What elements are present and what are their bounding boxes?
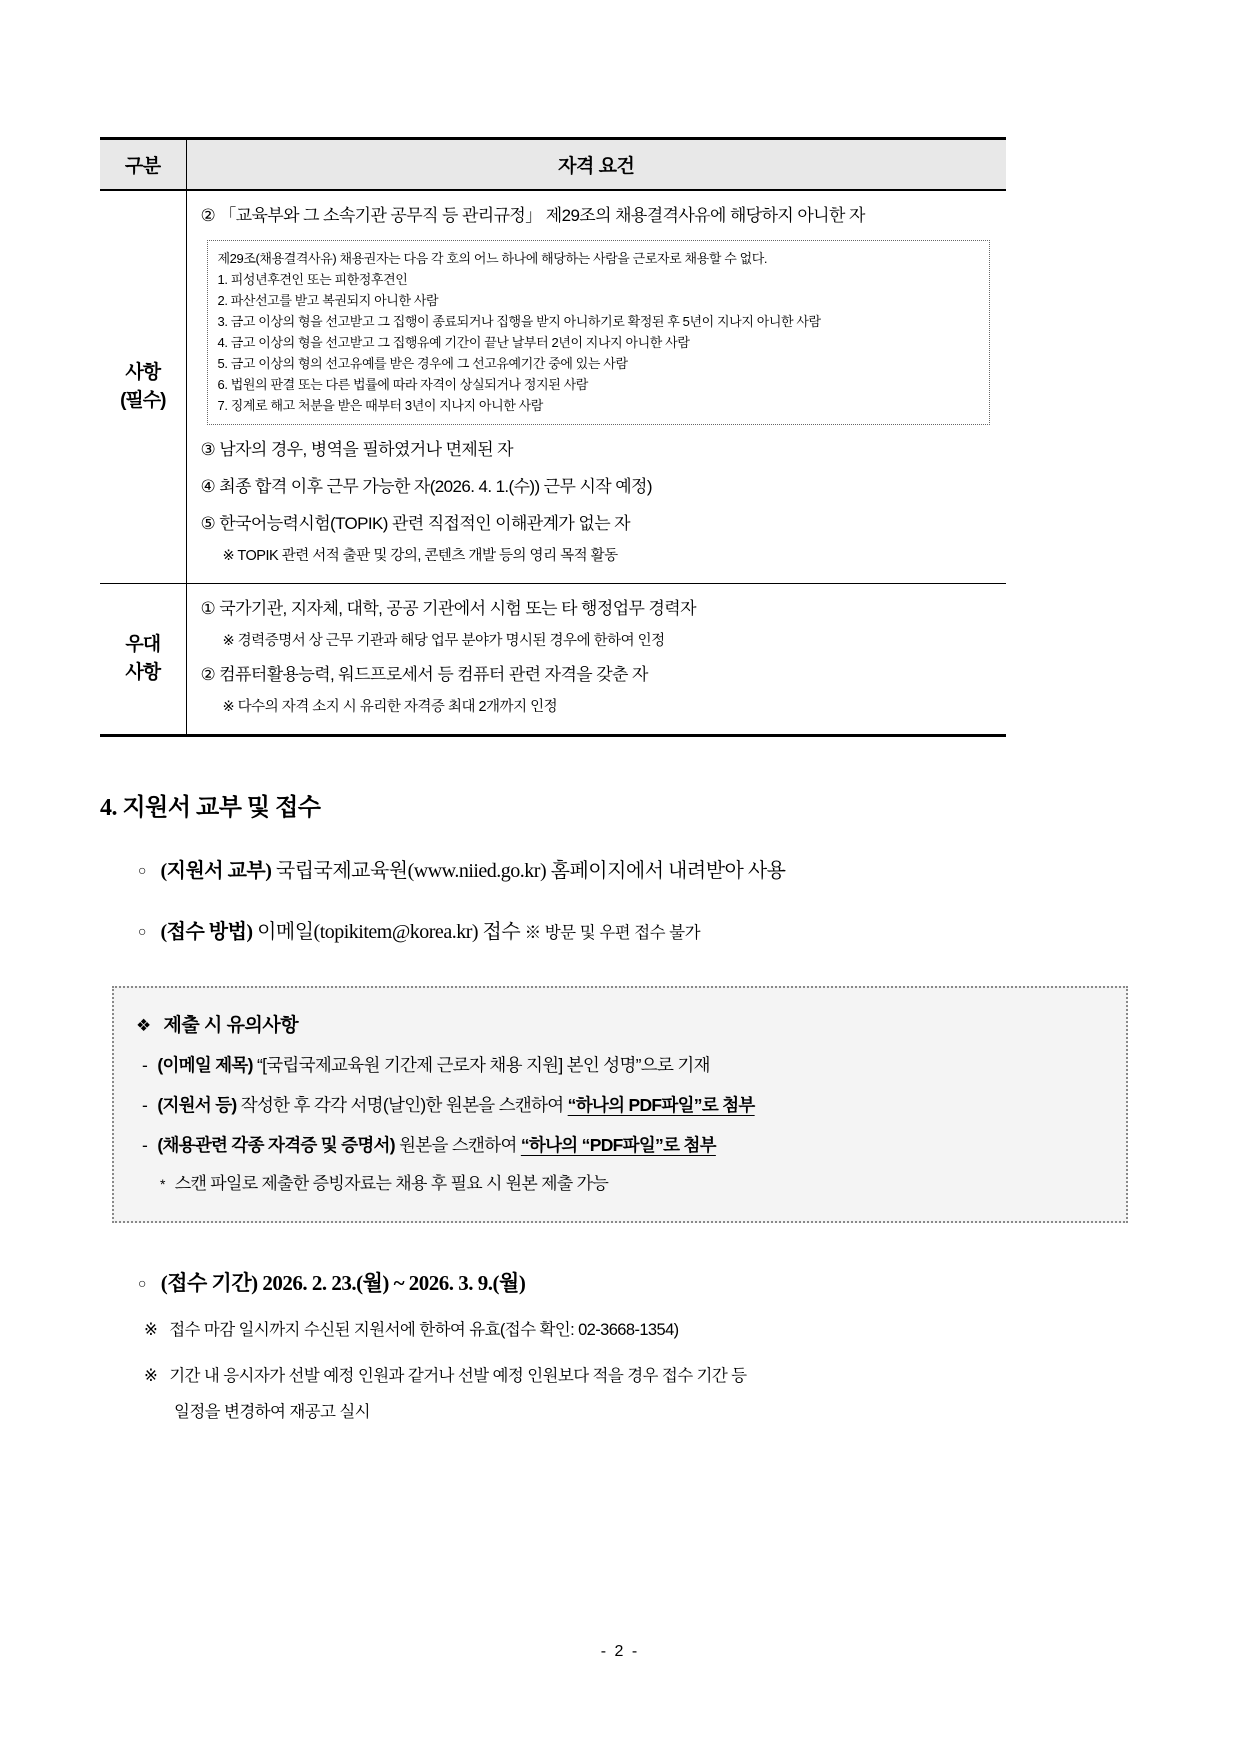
reannouncement-text-line1: 기간 내 응시자가 선발 예정 인원과 같거나 선발 예정 인원보다 적을 경우 접수 기간 등 (169, 1367, 747, 1386)
submission-method-text: 이메일(topikitem@korea.kr) 접수 (257, 921, 521, 943)
application-docs-text: 작성한 후 각각 서명(날인)한 원본을 스캔하여 (240, 1094, 564, 1115)
application-form-bullet (138, 854, 1240, 883)
reception-validity-text: 접수 마감 일시까지 수신된 지원서에 한하여 유효(접수 확인: 02-3668-1354) (169, 1321, 679, 1340)
certificates-emphasis: “하나의 “PDF파일”로 첨부 (520, 1134, 716, 1155)
notice-line-certificates (142, 1134, 1106, 1157)
submission-method-note: ※ 방문 및 우편 접수 불가 (524, 924, 701, 942)
certificates-label: (채용관련 각종 자격증 및 증명서) (157, 1134, 395, 1155)
table-header-requirements: 자격 요건 (186, 139, 1006, 191)
preferred-item-1: ① 국가기관, 지자체, 대학, 공공 기관에서 시험 또는 타 행정업무 경력자 (200, 599, 696, 619)
reference-mark-icon: ※ (144, 1367, 158, 1386)
notice-title-text: 제출 시 유의사항 (163, 1015, 299, 1036)
required-label-line1: 사항 (125, 361, 161, 383)
required-label-line2: (필수) (120, 390, 166, 412)
dash-bullet-icon: - (142, 1094, 148, 1115)
table-row-preferred (100, 584, 1006, 736)
section-4-heading: 4. 지원서 교부 및 접수 (100, 795, 321, 821)
required-row-label (100, 190, 186, 584)
required-item-2: ② 「교육부와 그 소속기관 공무직 등 관리규정」 제29조의 채용결격사유에 해당하지 아니한 자 (200, 206, 865, 225)
required-item-5-note: ※ TOPIK 관련 서적 출판 및 강의, 콘텐츠 개발 등의 영리 목적 활동 (222, 548, 618, 565)
reannouncement-text-line2: 일정을 변경하여 재공고 실시 (174, 1403, 371, 1422)
reannouncement-note-continued (174, 1401, 1240, 1425)
notice-title (136, 1010, 1106, 1037)
law-item: 6. 법원의 판결 또는 다른 법률에 따라 자격이 상실되거나 정지된 사람 (217, 377, 588, 393)
circle-bullet-icon: ○ (138, 925, 146, 940)
reception-period-bullet (138, 1267, 1240, 1297)
submission-method-bullet (138, 915, 1240, 944)
submission-notice-box (112, 986, 1128, 1223)
law-item: 5. 금고 이상의 형의 선고유예를 받은 경우에 그 선고유예기간 중에 있는 사람 (217, 356, 628, 372)
dash-bullet-icon: - (142, 1134, 148, 1155)
preferred-item-1-note: ※ 경력증명서 상 근무 기관과 해당 업무 분야가 명시된 경우에 한하여 인정 (222, 633, 665, 650)
law-intro: 제29조(채용결격사유) 채용권자는 다음 각 호의 어느 하나에 해당하는 사람을 근로자로 채용할 수 없다. (217, 250, 768, 266)
application-docs-emphasis: “하나의 PDF파일”로 첨부 (567, 1094, 755, 1115)
preferred-label-line1: 우대 (125, 633, 161, 655)
table-header-row (100, 139, 1006, 191)
law-item: 1. 피성년후견인 또는 피한정후견인 (217, 271, 408, 287)
diamond-bullet-icon: ❖ (136, 1016, 151, 1035)
law-item: 2. 파산선고를 받고 복권되지 아니한 사람 (217, 293, 439, 309)
table-header-category: 구분 (100, 139, 186, 191)
dash-bullet-icon: - (142, 1055, 148, 1075)
notice-line-scan-originals (160, 1173, 1106, 1195)
law-item: 3. 금고 이상의 형을 선고받고 그 집행이 종료되거나 집행을 받지 아니하기로 확정된 후 5년이 지나지 아니한 사람 (217, 314, 821, 330)
email-subject-label: (이메일 제목) (157, 1055, 253, 1075)
submission-method-label: (접수 방법) (160, 921, 253, 943)
reception-validity-note (144, 1319, 1240, 1343)
reannouncement-note (144, 1365, 1240, 1389)
preferred-item-2: ② 컴퓨터활용능력, 워드프로세서 등 컴퓨터 관련 자격을 갖춘 자 (200, 665, 648, 685)
reception-period-dates: 2026. 2. 23.(월) ~ 2026. 3. 9.(월) (262, 1271, 526, 1296)
required-item-5: ⑤ 한국어능력시험(TOPIK) 관련 직접적인 이해관계가 없는 자 (200, 514, 630, 534)
table-row-required (100, 190, 1006, 584)
certificates-text: 원본을 스캔하여 (399, 1134, 517, 1155)
required-row-content (186, 190, 1006, 584)
qualification-table (100, 137, 1006, 737)
law-item: 7. 징계로 해고 처분을 받은 때부터 3년이 지나지 아니한 사람 (217, 398, 543, 414)
law-item: 4. 금고 이상의 형을 선고받고 그 집행유예 기간이 끝난 날부터 2년이 지나지 아니한 사람 (217, 335, 690, 351)
application-docs-label: (지원서 등) (157, 1094, 237, 1115)
article-29-box (207, 240, 991, 425)
reception-period-label: (접수 기간) (160, 1271, 258, 1296)
application-form-label: (지원서 교부) (160, 860, 272, 882)
asterisk-bullet-icon: * (160, 1176, 165, 1193)
preferred-item-2-note: ※ 다수의 자격 소지 시 유리한 자격증 최대 2개까지 인정 (222, 699, 558, 715)
scan-originals-text: 스캔 파일로 제출한 증빙자료는 채용 후 필요 시 원본 제출 가능 (174, 1174, 609, 1194)
application-form-text: 국립국제교육원(www.niied.go.kr) 홈페이지에서 내려받아 사용 (275, 860, 786, 882)
preferred-row-label (100, 584, 186, 736)
reference-mark-icon: ※ (144, 1321, 158, 1340)
circle-bullet-icon: ○ (138, 864, 146, 879)
required-item-4: ④ 최종 합격 이후 근무 가능한 자(2026. 4. 1.(수)) 근무 시작 예정) (200, 477, 652, 497)
preferred-row-content (186, 584, 1006, 736)
required-item-3: ③ 남자의 경우, 병역을 필하였거나 면제된 자 (200, 440, 513, 460)
email-subject-text: “[국립국제교육원 기간제 근로자 채용 지원] 본인 성명”으로 기재 (256, 1055, 710, 1075)
notice-line-email-subject (142, 1054, 1106, 1077)
preferred-label-line2: 사항 (125, 662, 161, 684)
page-number: - 2 - (600, 1643, 640, 1660)
notice-line-application-docs (142, 1094, 1106, 1117)
circle-bullet-icon: ○ (138, 1277, 146, 1293)
